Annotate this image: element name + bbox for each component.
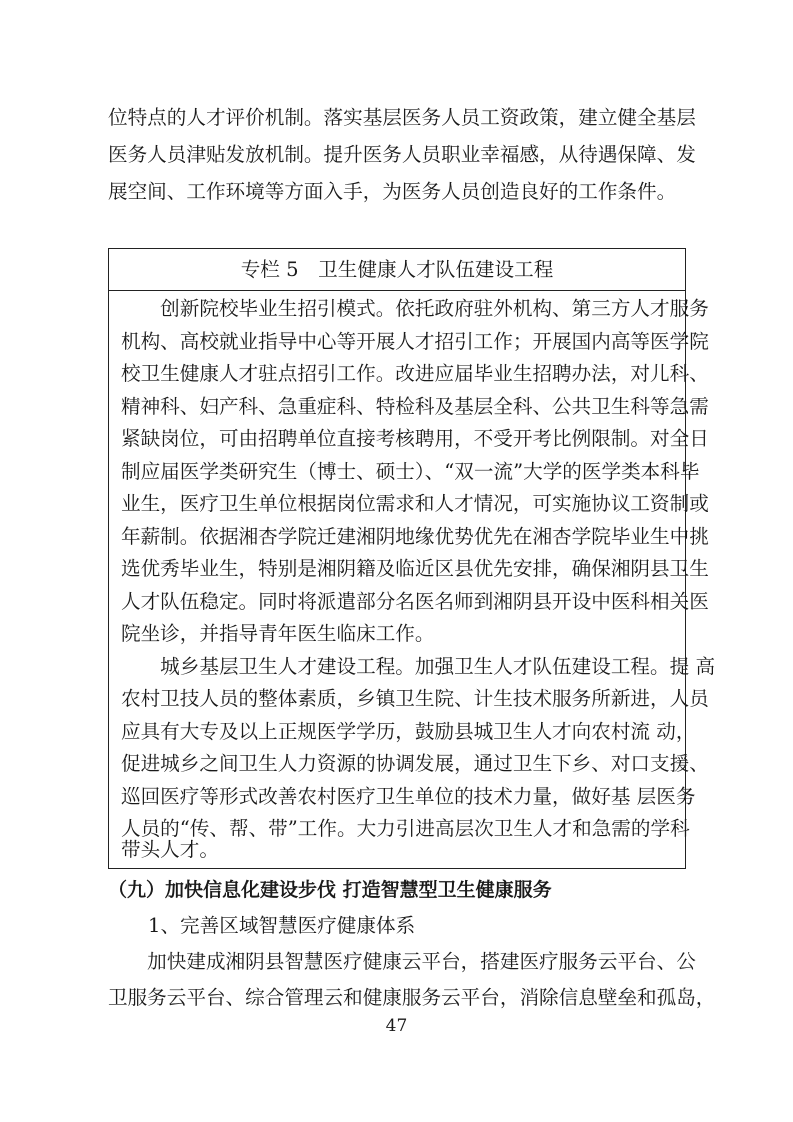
column-box-line: 院坐诊，并指导青年医生临床工作。 xyxy=(121,622,435,645)
column-box-line: 巡回医疗等形式改善农村医疗卫生单位的技术力量，做好基 层医务 xyxy=(121,784,696,808)
column-box-line: 带头人才。 xyxy=(121,838,219,861)
column-box-line: 制应届医学类研究生（博士、硕士）、“双一流”大学的医学类本科毕 xyxy=(121,459,700,483)
section-subheading: 1、完善区域智慧医疗健康体系 xyxy=(148,914,416,937)
column-box-line: 业生，医疗卫生单位根据岗位需求和人才情况，可实施协议工资制或 xyxy=(121,492,709,515)
column-box-line: 选优秀毕业生，特别是湘阴籍及临近区县优先安排，确保湘阴县卫生 xyxy=(121,557,709,580)
column-box-line: 精神科、妇产科、急重症科、特检科及基层全科、公共卫生科等急需 xyxy=(121,394,709,418)
column-box-line: 人才队伍稳定。同时将派遣部分名医名师到湘阴县开设中医科相关医 xyxy=(121,589,709,613)
page-number: 47 xyxy=(385,1016,408,1036)
section-line: 加快建成湘阴县智慧医疗健康云平台，搭建医疗服务云平台、公 xyxy=(108,950,696,973)
column-box-line: 紧缺岗位，可由招聘单位直接考核聘用，不受开考比例限制。对全日 xyxy=(121,427,709,450)
column-box-line: 城乡基层卫生人才建设工程。加强卫生人才队伍建设工程。提 高 xyxy=(121,654,716,678)
column-box xyxy=(108,248,716,869)
column-box-line: 人员的“传、帮、带”工作。大力引进高层次卫生人才和急需的学科 xyxy=(121,817,690,840)
column-box-line: 年薪制。依据湘杏学院迁建湘阴地缘优势优先在湘杏学院毕业生中挑 xyxy=(121,524,709,548)
column-box-line: 校卫生健康人才驻点招引工作。改进应届毕业生招聘办法，对儿科、 xyxy=(121,362,709,385)
section-line: 卫服务云平台、综合管理云和健康服务云平台，消除信息壁垒和孤岛， xyxy=(108,986,716,1009)
section-heading: （九）加快信息化建设步伐 打造智慧型卫生健康服务 xyxy=(108,879,552,901)
column-box-line: 创新院校毕业生招引模式。依托政府驻外机构、第三方人才服务 xyxy=(121,297,709,320)
column-box-line: 应具有大专及以上正规医学学历，鼓励县城卫生人才向农村流 动， xyxy=(121,719,696,743)
intro-line: 位特点的人才评价机制。落实基层医务人员工资政策，建立健全基层 xyxy=(108,106,696,129)
intro-line: 医务人员津贴发放机制。提升医务人员职业幸福感，从待遇保障、发 xyxy=(108,143,696,166)
column-box-title: 专栏 5 卫生健康人才队伍建设工程 xyxy=(109,249,685,291)
column-box-line: 机构、高校就业指导中心等开展人才招引工作；开展国内高等医学院 xyxy=(121,329,709,353)
column-box-line: 农村卫技人员的整体素质，乡镇卫生院、计生技术服务所新进，人员 xyxy=(121,687,709,710)
column-box-line: 促进城乡之间卫生人力资源的协调发展，通过卫生下乡、对口支援、 xyxy=(121,752,709,775)
intro-line: 展空间、工作环境等方面入手，为医务人员创造良好的工作条件。 xyxy=(108,180,677,203)
